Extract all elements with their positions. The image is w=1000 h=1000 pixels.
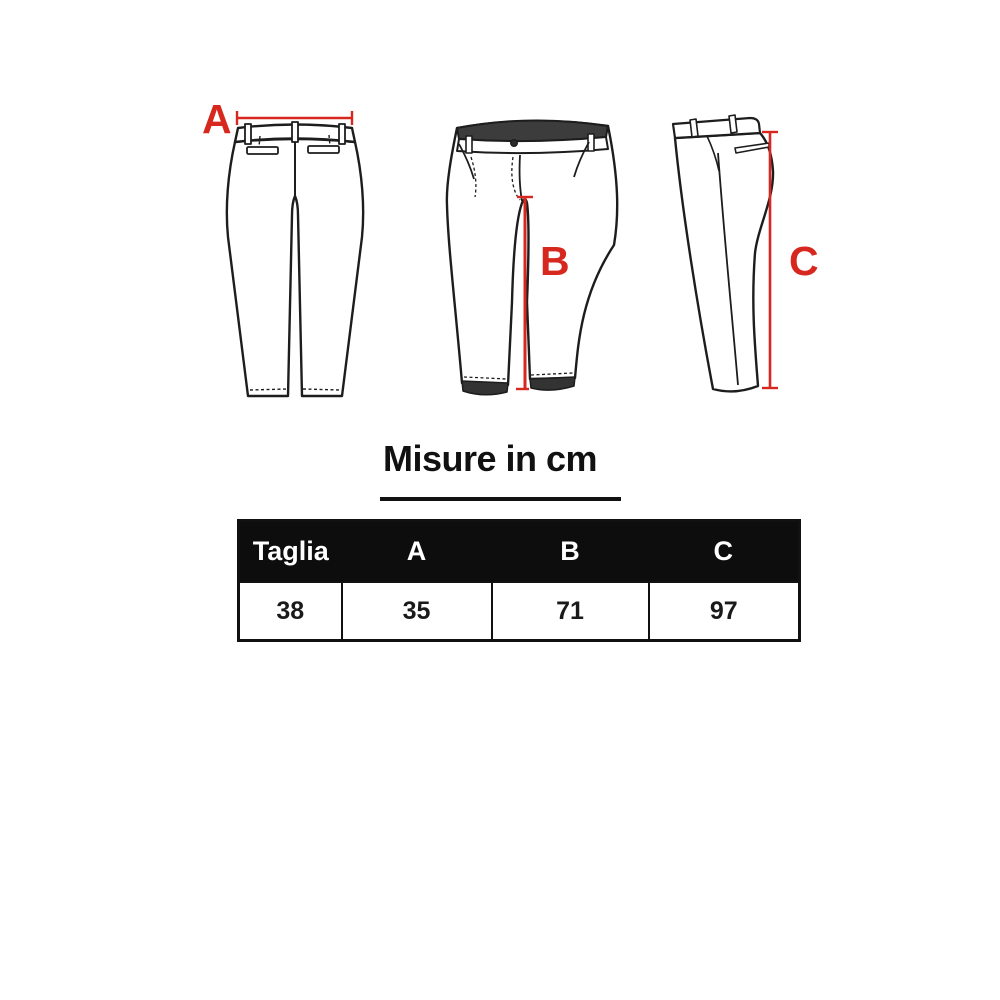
size-cell-taglia: 38 (239, 582, 342, 641)
size-table-header-c: C (649, 521, 800, 583)
belt-loop (466, 136, 472, 153)
size-table-row-38 (239, 582, 800, 641)
pants-back-outline (227, 122, 363, 396)
belt-loop (690, 119, 698, 137)
pants-front-outline (447, 120, 617, 394)
title-underline (380, 497, 621, 501)
back-pocket (247, 147, 278, 154)
size-table-header-b: B (492, 521, 649, 583)
pants-front-view-drawing (440, 95, 630, 415)
measure-label-c: C (789, 238, 819, 284)
size-table-header-a: A (342, 521, 492, 583)
measure-label-a: A (202, 96, 232, 142)
front-hem-cuff (530, 377, 575, 390)
size-cell-b: 71 (492, 582, 649, 641)
size-table (237, 519, 801, 642)
size-cell-a: 35 (342, 582, 492, 641)
pants-back-view-figure (195, 95, 380, 415)
pants-front-view-figure (440, 95, 630, 415)
measure-label-b: B (540, 238, 570, 284)
size-table-header-taglia: Taglia (239, 521, 342, 583)
belt-loop (339, 124, 345, 144)
pants-side-outline (673, 115, 773, 391)
belt-loop (292, 122, 298, 142)
belt-loop (729, 115, 737, 133)
waist-button (511, 140, 518, 147)
front-hem-cuff (462, 381, 508, 395)
size-cell-c: 97 (649, 582, 800, 641)
belt-loop (245, 124, 251, 144)
pants-back-view-drawing (195, 95, 380, 415)
page-title: Misure in cm (382, 438, 598, 479)
back-pocket (308, 146, 339, 153)
size-table-header-row (239, 521, 800, 583)
